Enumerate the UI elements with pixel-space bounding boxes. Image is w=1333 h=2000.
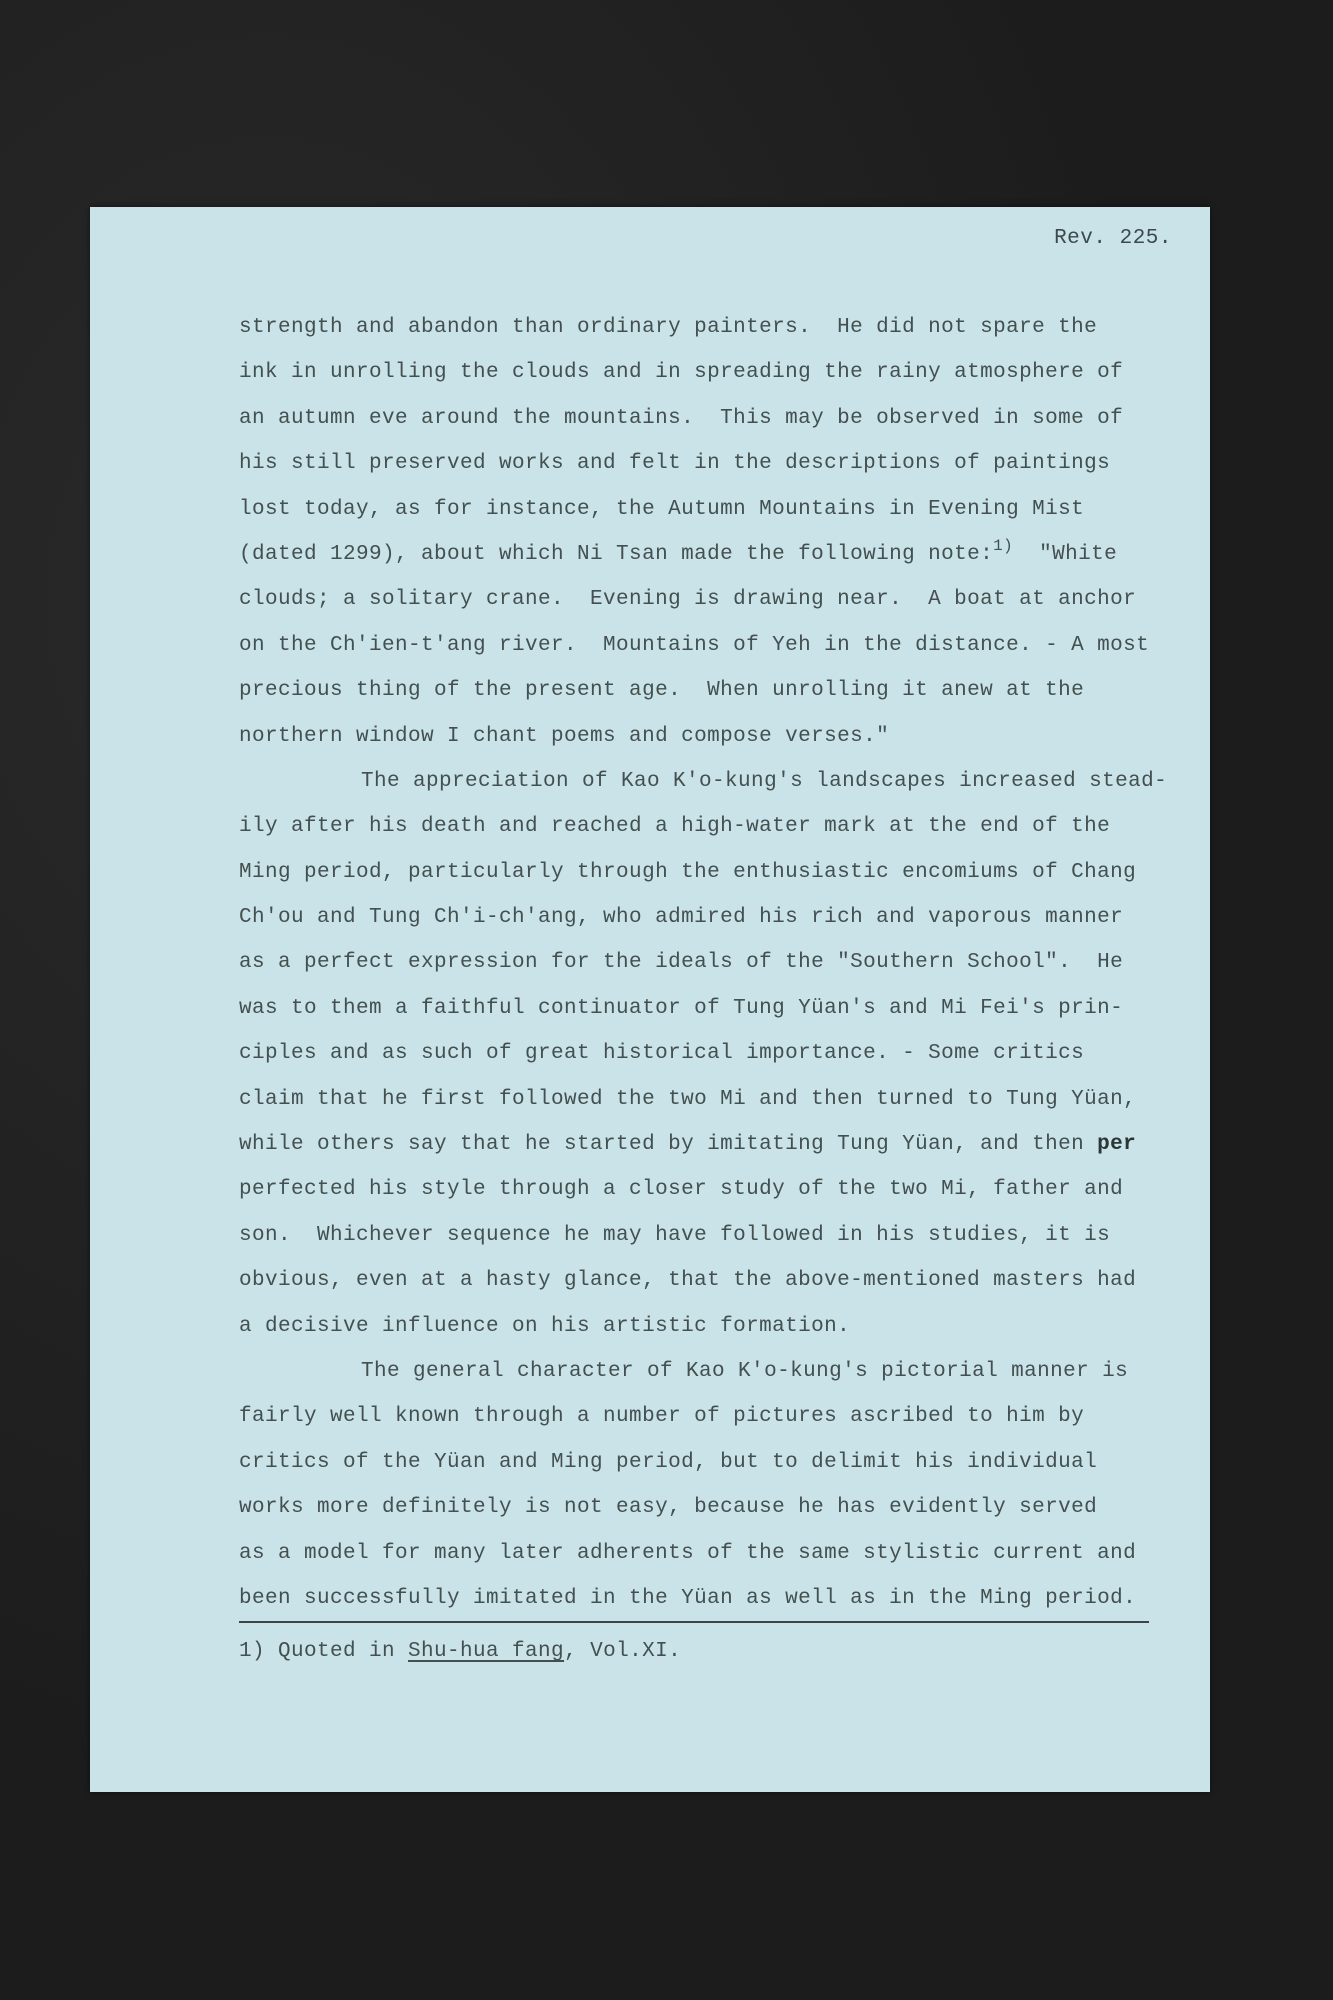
struck-out-word: per bbox=[1097, 1133, 1137, 1157]
typed-page bbox=[90, 207, 1210, 1792]
footnote-rest: , Vol.XI. bbox=[564, 1640, 682, 1663]
text-line: Ch'ou and Tung Ch'i-ch'ang, who admired his rich and vaporous manner bbox=[239, 906, 1124, 930]
text-line: his still preserved works and felt in the descriptions of paintings bbox=[239, 452, 1111, 476]
text-line: critics of the Yüan and Ming period, but to delimit his individual bbox=[239, 1450, 1098, 1474]
text-line: fairly well known through a number of pictures ascribed to him by bbox=[239, 1405, 1085, 1429]
text-line: was to them a faithful continuator of Tung Yüan's and Mi Fei's prin- bbox=[239, 996, 1124, 1020]
text-line: son. Whichever sequence he may have followed in his studies, it is bbox=[239, 1223, 1111, 1247]
body-text bbox=[239, 305, 1199, 1621]
footnote bbox=[239, 1629, 681, 1674]
text-line: as a model for many later adherents of the same stylistic current and bbox=[239, 1541, 1137, 1565]
text-line: northern window I chant poems and compose verses." bbox=[239, 724, 890, 748]
text-line: strength and abandon than ordinary painters. He did not spare the bbox=[239, 316, 1098, 339]
text-line bbox=[239, 1122, 1199, 1167]
footnote-title: Shu-hua fang bbox=[408, 1640, 565, 1663]
paragraph-start-line: The general character of Kao K'o-kung's pictorial manner is bbox=[361, 1359, 1129, 1383]
text-line: claim that he first followed the two Mi and then turned to Tung Yüan, bbox=[239, 1087, 1137, 1111]
text-line-part: (dated 1299), about which Ni Tsan made the following note: bbox=[239, 542, 994, 566]
page-number: Rev. 225. bbox=[1054, 227, 1172, 250]
text-line: ink in unrolling the clouds and in spreading the rainy atmosphere of bbox=[239, 361, 1124, 385]
text-line: perfected his style through a closer study of the two Mi, father and bbox=[239, 1178, 1124, 1202]
text-line bbox=[239, 532, 1199, 577]
footnote-marker: 1) Quoted in bbox=[239, 1640, 409, 1663]
text-line: as a perfect expression for the ideals of the "Southern School". He bbox=[239, 951, 1124, 975]
text-line-part: while others say that he started by imitating Tung Yüan, and then bbox=[239, 1133, 1098, 1157]
text-line: clouds; a solitary crane. Evening is drawing near. A boat at anchor bbox=[239, 588, 1137, 612]
paragraph-start-line: The appreciation of Kao K'o-kung's landscapes increased stead- bbox=[361, 769, 1168, 793]
text-line: precious thing of the present age. When unrolling it anew at the bbox=[239, 679, 1085, 703]
text-line: lost today, as for instance, the Autumn Mountains in Evening Mist bbox=[239, 497, 1085, 521]
text-line: ciples and as such of great historical importance. - Some critics bbox=[239, 1042, 1085, 1066]
footnote-rule bbox=[239, 1621, 1149, 1623]
text-line: a decisive influence on his artistic formation. bbox=[239, 1314, 851, 1338]
text-line: works more definitely is not easy, because he has evidently served bbox=[239, 1496, 1098, 1520]
text-line: an autumn eve around the mountains. This may be observed in some of bbox=[239, 406, 1124, 430]
text-line: ily after his death and reached a high-water mark at the end of the bbox=[239, 815, 1111, 839]
footnote-reference: 1) bbox=[993, 536, 1014, 555]
text-line: been successfully imitated in the Yüan as well as in the Ming period. bbox=[239, 1586, 1137, 1610]
text-line: on the Ch'ien-t'ang river. Mountains of Yeh in the distance. - A most bbox=[239, 633, 1150, 657]
text-line: Ming period, particularly through the enthusiastic encomiums of Chang bbox=[239, 860, 1137, 884]
quote-start: "White bbox=[1013, 542, 1118, 566]
text-line: obvious, even at a hasty glance, that the above-mentioned masters had bbox=[239, 1269, 1137, 1293]
